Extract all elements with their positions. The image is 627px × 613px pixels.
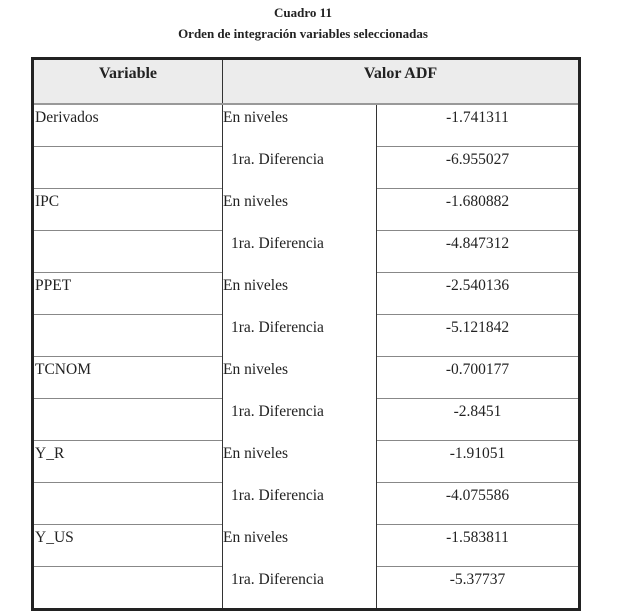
- test-label-cell: 1ra. Diferencia: [223, 399, 377, 441]
- adf-value-cell: -6.955027: [377, 147, 580, 189]
- test-label-cell: En niveles: [223, 104, 377, 147]
- adf-value-cell: -5.37737: [377, 567, 580, 610]
- test-label-cell: En niveles: [223, 525, 377, 567]
- adf-value-cell: -2.540136: [377, 273, 580, 315]
- variable-cell: Derivados: [33, 104, 223, 147]
- variable-cell: Y_R: [33, 441, 223, 483]
- test-label-cell: 1ra. Diferencia: [223, 231, 377, 273]
- adf-value-cell: -1.91051: [377, 441, 580, 483]
- test-label-cell: 1ra. Diferencia: [223, 147, 377, 189]
- variable-cell-empty: [33, 567, 223, 610]
- table-row: [33, 231, 580, 273]
- table-row: [33, 525, 580, 567]
- table-row: [33, 357, 580, 399]
- variable-cell-empty: [33, 483, 223, 525]
- variable-cell: PPET: [33, 273, 223, 315]
- variable-cell: IPC: [33, 189, 223, 231]
- header-valor-adf: Valor ADF: [223, 59, 580, 105]
- adf-value-cell: -4.075586: [377, 483, 580, 525]
- table-row: [33, 441, 580, 483]
- table-subtitle: Orden de integración variables seleccionadas: [178, 26, 428, 41]
- adf-value-cell: -1.741311: [446, 109, 509, 126]
- test-label-cell: 1ra. Diferencia: [223, 567, 377, 610]
- variable-cell: TCNOM: [33, 357, 223, 399]
- table-title: Cuadro 11: [274, 5, 332, 20]
- variable-cell-empty: [33, 147, 223, 189]
- test-label-cell: En niveles: [223, 357, 377, 399]
- adf-table: [31, 57, 581, 611]
- test-label-cell: 1ra. Diferencia: [223, 315, 377, 357]
- table-row: [33, 273, 580, 315]
- adf-value-cell: -4.847312: [377, 231, 580, 273]
- adf-value-cell: -1.680882: [377, 189, 580, 231]
- table-row: [33, 567, 580, 610]
- table-row: [33, 399, 580, 441]
- test-label-cell: En niveles: [223, 189, 377, 231]
- variable-cell-empty: [33, 231, 223, 273]
- variable-cell-empty: [33, 399, 223, 441]
- variable-cell: Y_US: [33, 525, 223, 567]
- table-row: [33, 104, 580, 147]
- table-row: [33, 315, 580, 357]
- variable-cell-empty: [33, 315, 223, 357]
- header-variable: Variable: [33, 59, 223, 105]
- adf-value-cell: -1.583811: [377, 525, 580, 567]
- table-row: [33, 483, 580, 525]
- adf-value-cell: -2.8451: [377, 399, 580, 441]
- table-row: [33, 147, 580, 189]
- table-row: [33, 189, 580, 231]
- test-label-cell: 1ra. Diferencia: [223, 483, 377, 525]
- adf-value-cell: -5.121842: [377, 315, 580, 357]
- header-row: [33, 59, 580, 105]
- adf-value-cell: -0.700177: [377, 357, 580, 399]
- test-label-cell: En niveles: [223, 273, 377, 315]
- test-label-cell: En niveles: [223, 441, 377, 483]
